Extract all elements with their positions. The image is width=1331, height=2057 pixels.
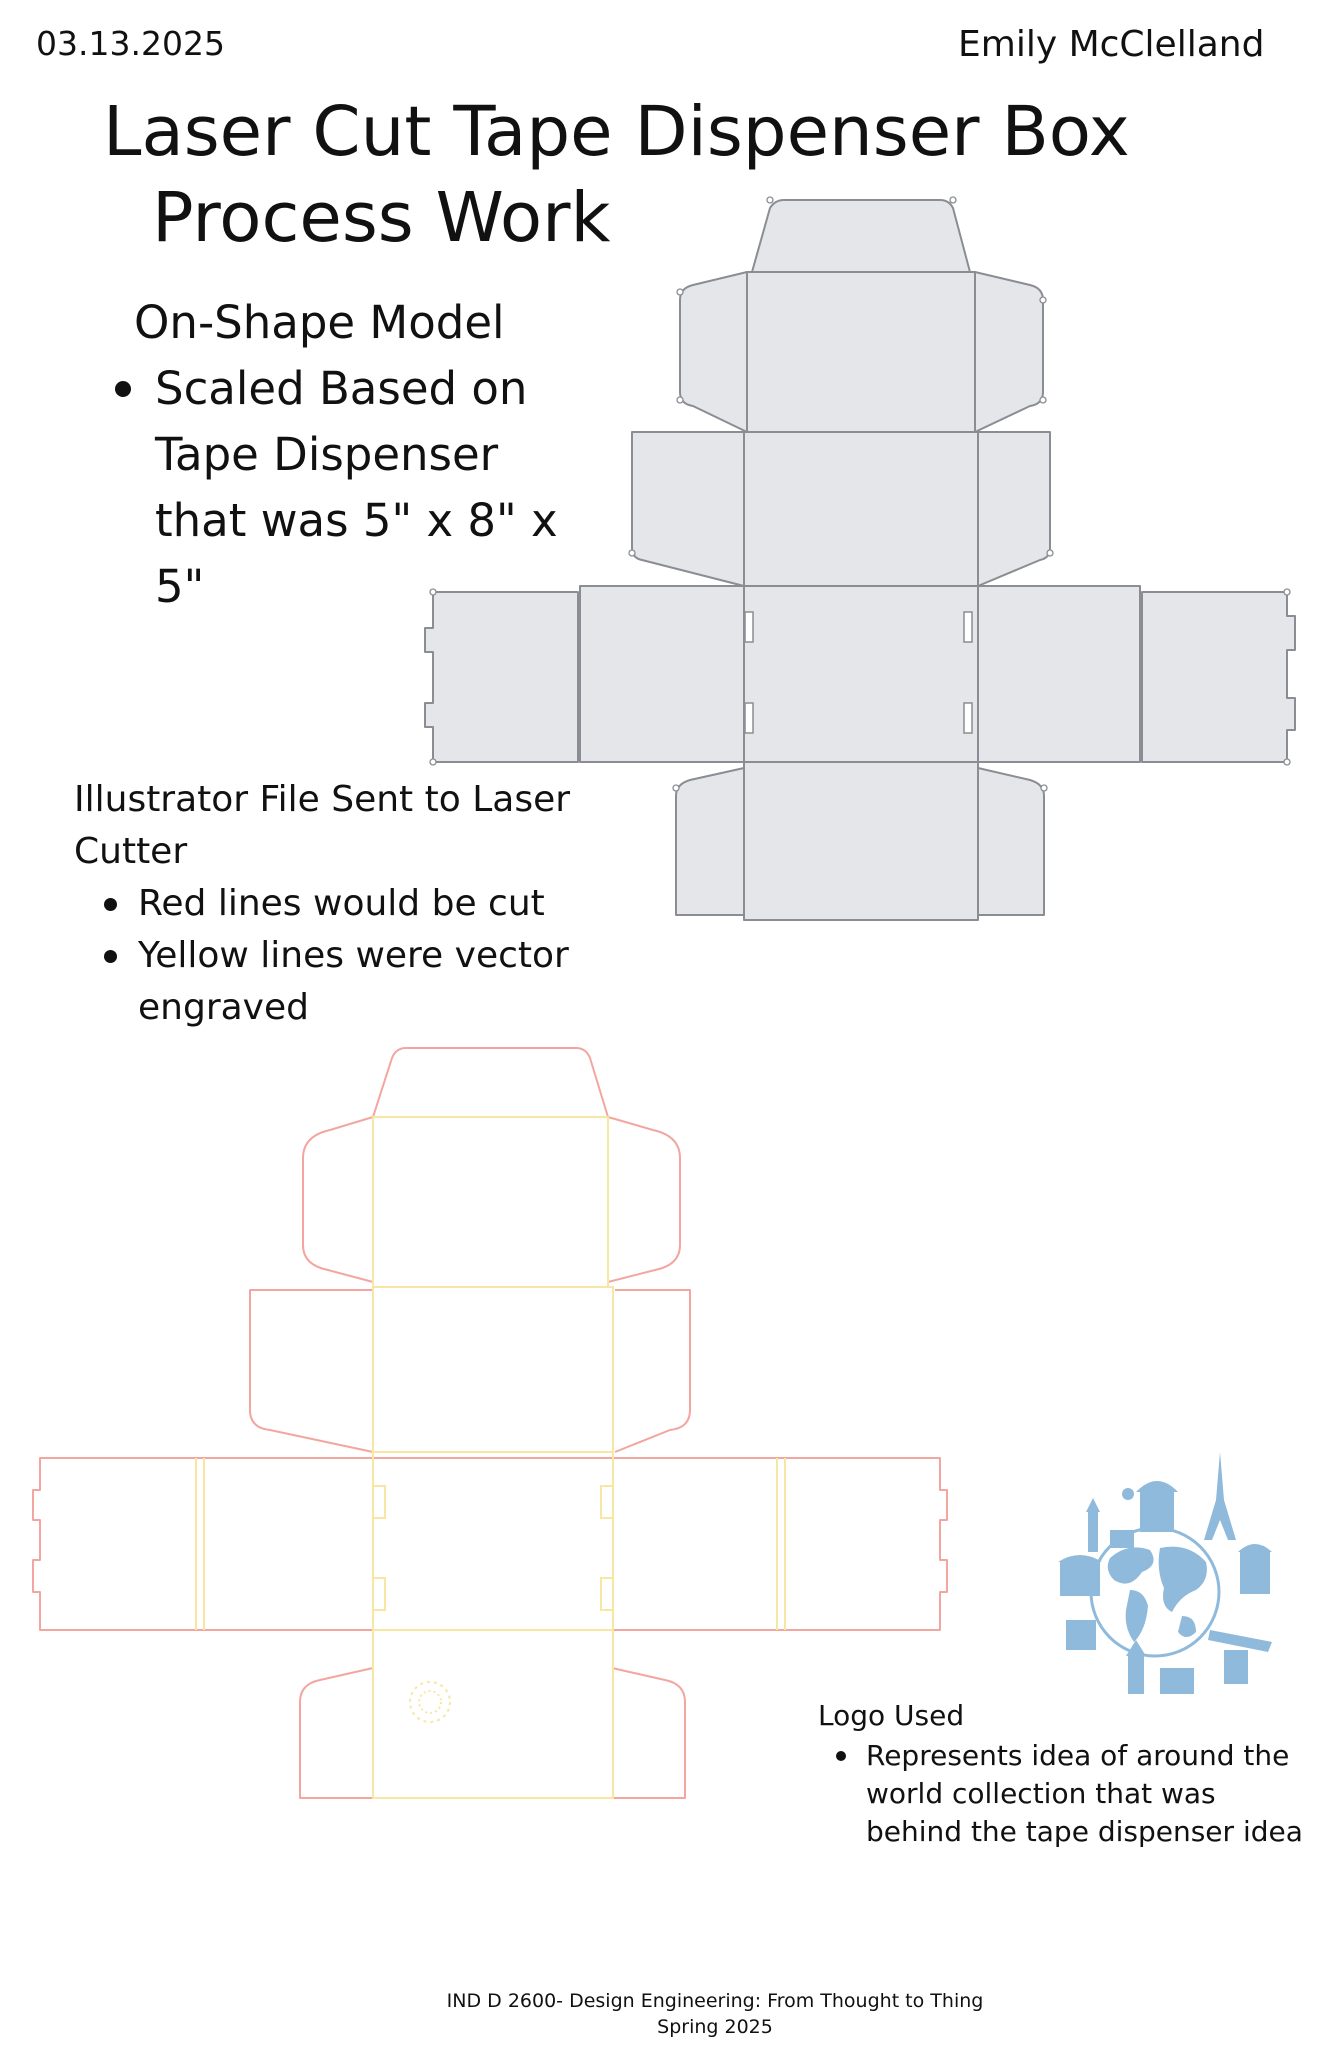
illustrator-bullet-engrave: Yellow lines were vector engraved (138, 930, 628, 1034)
logo-heading: Logo Used (818, 1699, 965, 1732)
globe-logo-icon (1010, 1430, 1300, 1705)
cut-lines (33, 1048, 947, 1798)
footer-term: Spring 2025 (657, 2016, 773, 2038)
footer-course: IND D 2600- Design Engineering: From Thought to Thing (446, 1990, 984, 2012)
illustrator-bullet-cut: Red lines would be cut (138, 878, 628, 930)
onshape-bullet: Scaled Based on Tape Dispenser that was 5" x 8" x 5" (155, 356, 575, 620)
logo-bullet: Represents idea of around the world collection that was behind the tape dispenser idea (866, 1737, 1306, 1851)
page-title: Laser Cut Tape Dispenser Box (103, 92, 1130, 172)
page-subtitle: Process Work (152, 178, 611, 258)
author-name: Emily McClelland (958, 24, 1265, 65)
onshape-heading: On-Shape Model (134, 296, 505, 349)
logo-bullets (866, 1737, 1306, 1851)
date: 03.13.2025 (36, 24, 225, 63)
illustrator-heading: Illustrator File Sent to Laser Cutter (74, 779, 571, 872)
footer (0, 1988, 1331, 2040)
